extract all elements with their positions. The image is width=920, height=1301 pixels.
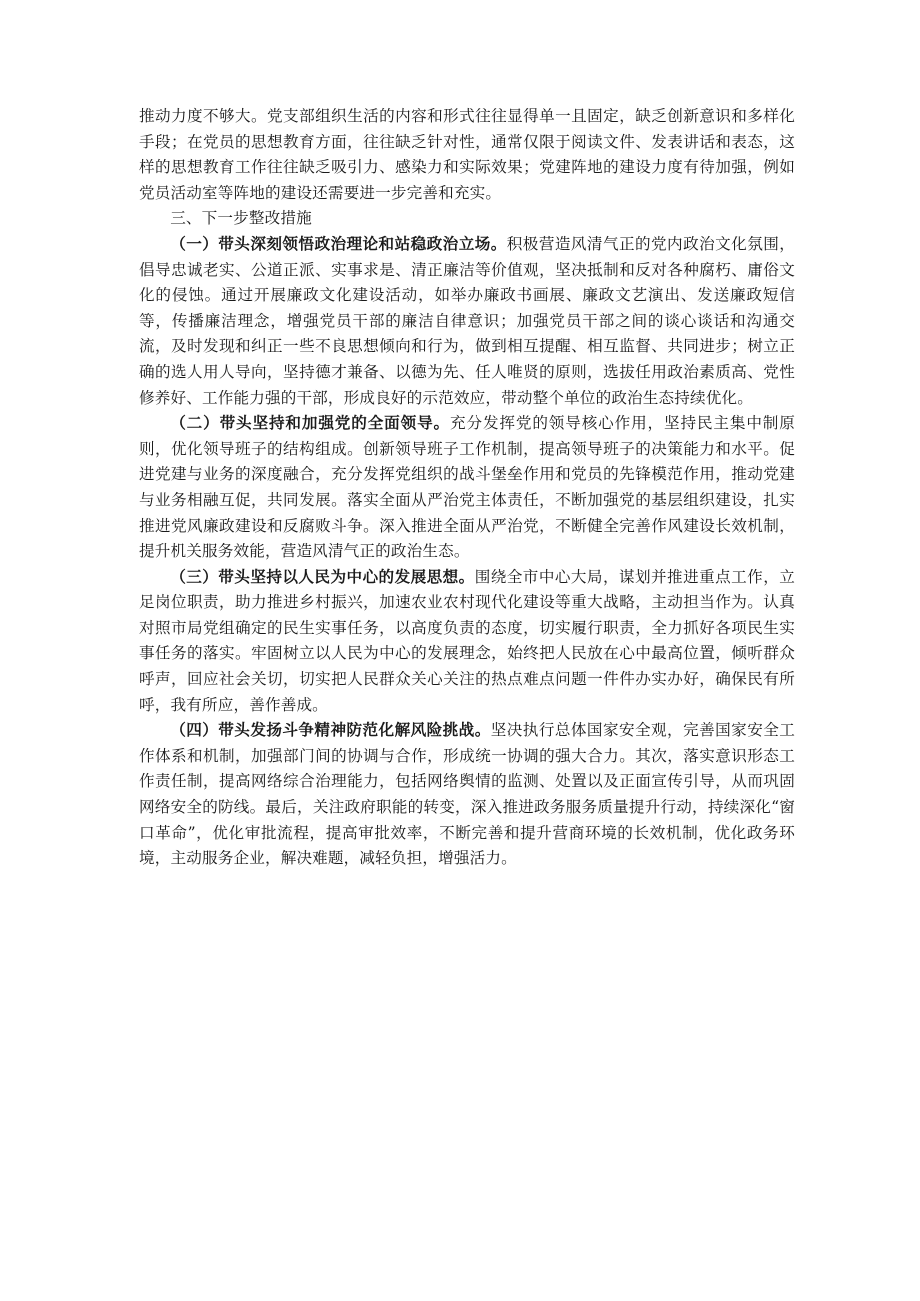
measure-heading-4: （四）带头发扬斗争精神防范化解风险挑战。	[170, 721, 491, 740]
measure-heading-3: （三）带头坚持以人民为中心的发展思想。	[170, 567, 475, 586]
measure-body-2: 充分发挥党的领导核心作用，坚持民主集中制原则，优化领导班子的结构组成。创新领导班子工作机制，提高领导班子的决策能力和水平。促进党建与业务的深度融合，充分发挥党组织的战斗堡垒作用和党员的先锋模范作用，推动党建与业务相融互促，共同发展。落实全面从严治党主体责任，不断加强党的基层组织建设，扎实推进党风廉政建设和反腐败斗争。深入推进全面从严治党，不断健全完善作风建设长效机制，提升机关服务效能，营造风清气正的政治生态。	[139, 414, 795, 561]
measure-paragraph-1	[139, 232, 795, 411]
measure-body-4: 坚决执行总体国家安全观，完善国家安全工作体系和机制，加强部门间的协调与合作，形成统一协调的强大合力。其次，落实意识形态工作责任制，提高网络综合治理能力，包括网络舆情的监测、处置以及正面宣传引导，从而巩固网络安全的防线。最后，关注政府职能的转变，深入推进政务服务质量提升行动，持续深化“窗口革命”，优化审批流程，提高审批效率，不断完善和提升营商环境的长效机制，优化政务环境，主动服务企业，解决难题，减轻负担，增强活力。	[139, 721, 795, 868]
measure-paragraph-3	[139, 565, 795, 719]
intro-paragraph: 推动力度不够大。党支部组织生活的内容和形式往往显得单一且固定，缺乏创新意识和多样化手段；在党员的思想教育方面，往往缺乏针对性，通常仅限于阅读文件、发表讲话和表态，这样的思想教育工作往往缺乏吸引力、感染力和实际效果；党建阵地的建设力度有待加强，例如党员活动室等阵地的建设还需要进一步完善和充实。	[139, 107, 795, 202]
measure-paragraph-4	[139, 718, 795, 872]
measure-body-3: 围绕全市中心大局，谋划并推进重点工作，立足岗位职责，助力推进乡村振兴，加速农业农村现代化建设等重大战略，主动担当作为。认真对照市局党组确定的民生实事任务，以高度负责的态度，切实履行职责，全力抓好各项民生实事任务的落实。牢固树立以人民为中心的发展理念，始终把人民放在心中最高位置，倾听群众呼声，回应社会关切，切实把人民群众关心关注的热点难点问题一件件办实办好，确保民有所呼，我有所应，善作善成。	[139, 567, 795, 714]
measure-heading-1: （一）带头深刻领悟政治理论和站稳政治立场。	[170, 234, 507, 253]
measure-paragraph-2	[139, 411, 795, 565]
measure-heading-2: （二）带头坚持和加强党的全面领导。	[170, 414, 451, 433]
section-heading: 三、下一步整改措施	[170, 209, 312, 228]
document-page	[139, 104, 795, 872]
measure-body-1: 积极营造风清气正的党内政治文化氛围，倡导忠诚老实、公道正派、实事求是、清正廉洁等价值观，坚决抵制和反对各种腐朽、庸俗文化的侵蚀。通过开展廉政文化建设活动，如举办廉政书画展、廉政文艺演出、发送廉政短信等，传播廉洁理念，增强党员干部的廉洁自律意识；加强党员干部之间的谈心谈话和沟通交流，及时发现和纠正一些不良思想倾向和行为，做到相互提醒、相互监督、共同进步；树立正确的选人用人导向，坚持德才兼备、以德为先、任人唯贤的原则，选拔任用政治素质高、党性修养好、工作能力强的干部，形成良好的示范效应，带动整个单位的政治生态持续优化。	[139, 234, 795, 407]
